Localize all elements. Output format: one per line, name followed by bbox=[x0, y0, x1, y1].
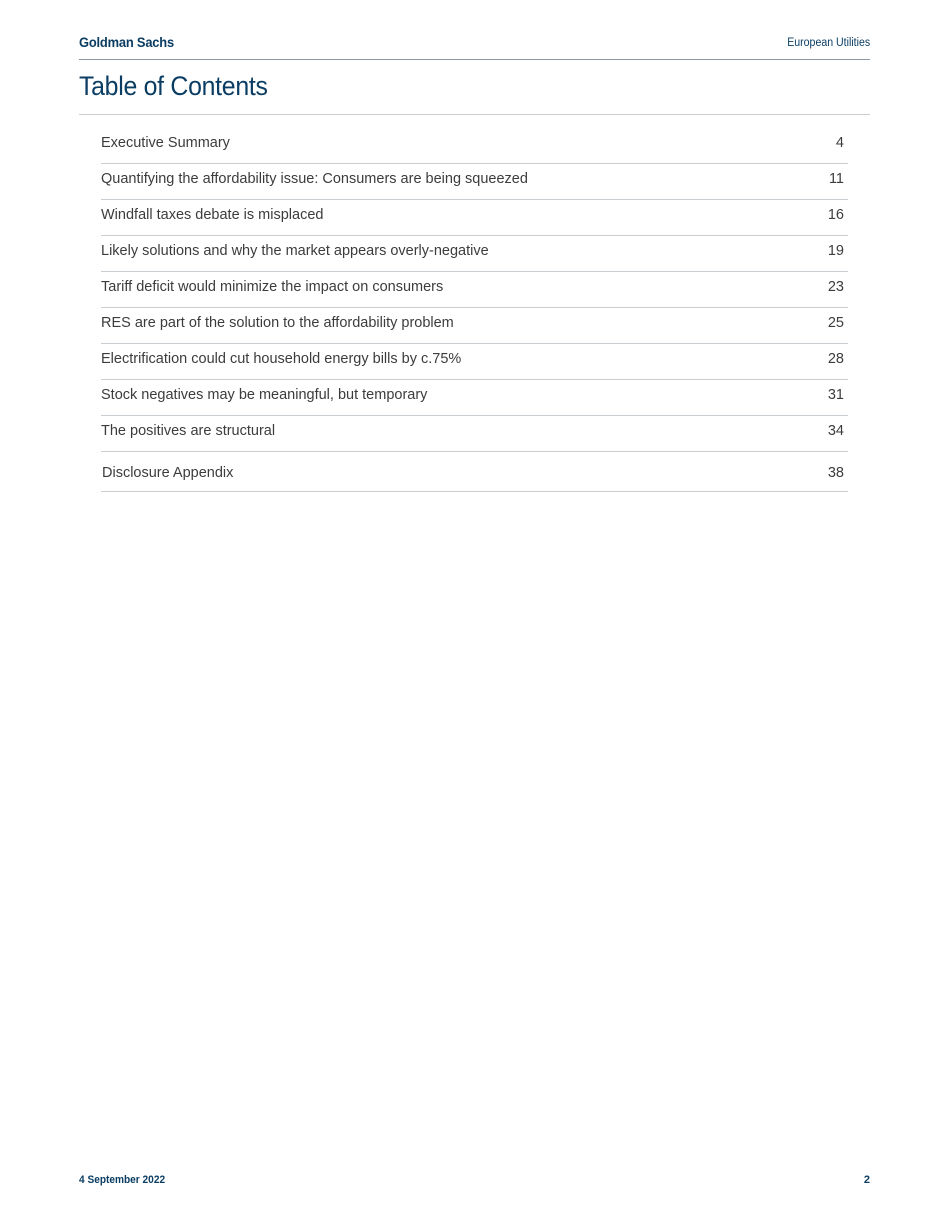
toc-entry-page: 25 bbox=[827, 315, 844, 331]
toc-entry-res-solution[interactable] bbox=[101, 308, 848, 344]
toc-entry-quantifying-affordability[interactable] bbox=[101, 164, 848, 200]
toc-entry-stock-negatives[interactable] bbox=[101, 380, 848, 416]
title-divider bbox=[79, 114, 870, 115]
brand-name: Goldman Sachs bbox=[79, 34, 174, 50]
toc-entry-label: RES are part of the solution to the affordability problem bbox=[101, 315, 454, 331]
publication-date: 4 September 2022 bbox=[79, 1174, 166, 1186]
page-footer bbox=[79, 1174, 870, 1190]
toc-entry-label: Tariff deficit would minimize the impact on consumers bbox=[101, 279, 444, 295]
toc-entry-label: Disclosure Appendix bbox=[102, 465, 234, 481]
toc-entry-label: Likely solutions and why the market appears overly-negative bbox=[101, 243, 489, 259]
toc-entry-tariff-deficit[interactable] bbox=[101, 272, 848, 308]
toc-entry-page: 34 bbox=[827, 423, 844, 439]
page-number: 2 bbox=[863, 1174, 870, 1186]
toc-entry-label: Quantifying the affordability issue: Consumers are being squeezed bbox=[101, 171, 528, 187]
page-header bbox=[79, 33, 870, 60]
toc-entry-page: 28 bbox=[827, 351, 844, 367]
toc-entry-page: 16 bbox=[827, 207, 844, 223]
toc-entry-label: Executive Summary bbox=[101, 135, 230, 151]
toc-entry-label: Windfall taxes debate is misplaced bbox=[101, 207, 324, 223]
toc-entry-page: 19 bbox=[827, 243, 844, 259]
toc-list bbox=[101, 128, 848, 492]
section-name: European Utilities bbox=[787, 37, 870, 49]
toc-entry-page: 31 bbox=[827, 387, 844, 403]
toc-entry-label: Electrification could cut household energy bills by c.75% bbox=[101, 351, 462, 367]
toc-entry-likely-solutions[interactable] bbox=[101, 236, 848, 272]
toc-entry-executive-summary[interactable] bbox=[101, 128, 848, 164]
toc-entry-disclosure-appendix[interactable] bbox=[101, 456, 848, 492]
toc-entry-label: The positives are structural bbox=[101, 423, 276, 439]
toc-entry-windfall-taxes[interactable] bbox=[101, 200, 848, 236]
toc-entry-page: 4 bbox=[835, 135, 844, 151]
toc-entry-page: 23 bbox=[827, 279, 844, 295]
toc-entry-page: 11 bbox=[828, 171, 844, 187]
toc-entry-page: 38 bbox=[827, 465, 844, 481]
toc-entry-label: Stock negatives may be meaningful, but temporary bbox=[101, 387, 428, 403]
page-title: Table of Contents bbox=[79, 71, 268, 101]
toc-entry-electrification[interactable] bbox=[101, 344, 848, 380]
toc-entry-positives-structural[interactable] bbox=[101, 416, 848, 452]
